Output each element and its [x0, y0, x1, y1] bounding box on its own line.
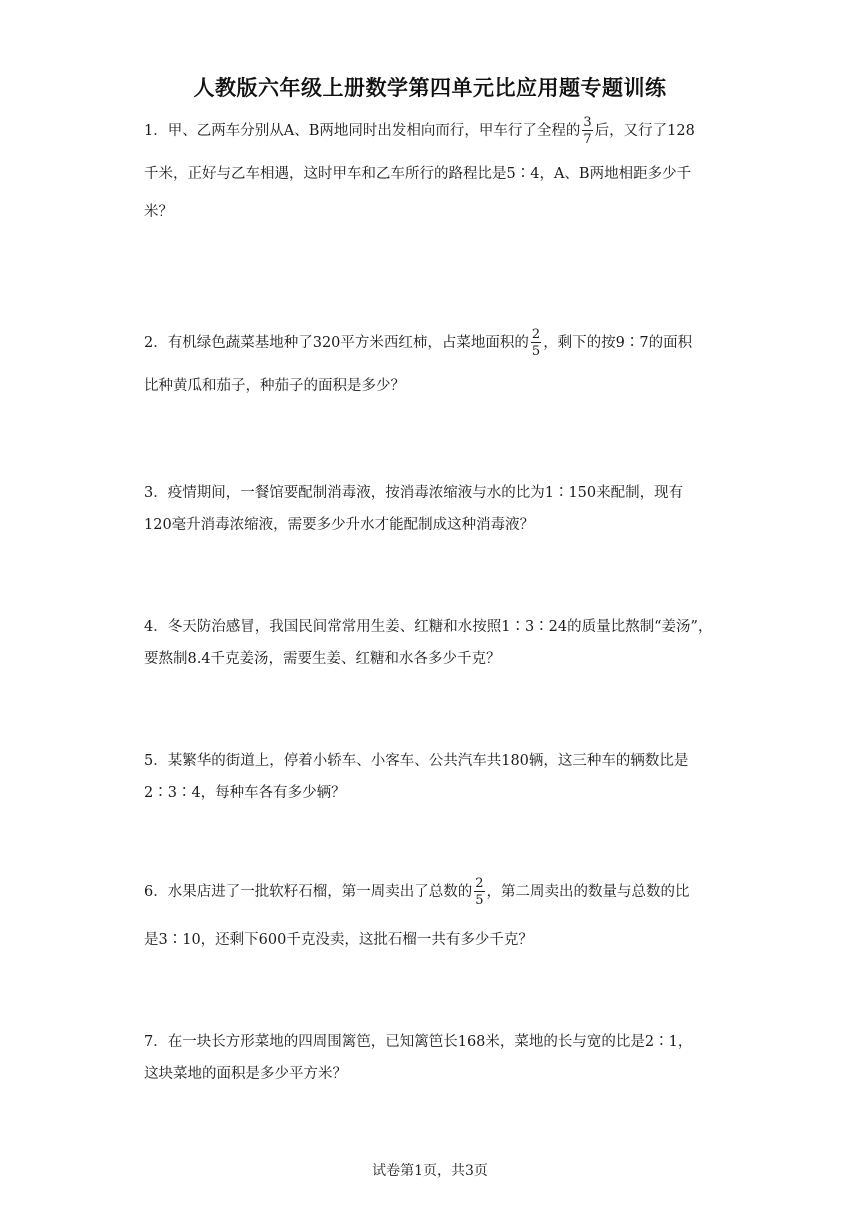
question-line: 5．某繁华的街道上，停着小轿车、小客车、公共汽车共180辆，这三种车的辆数比是	[144, 753, 689, 769]
fraction: $\frac{2}{5}$	[475, 876, 484, 908]
question-line: 要熬制8.4千克姜汤，需要生姜、红糖和水各多少千克？	[144, 651, 501, 667]
question-line: 比种黄瓜和茄子，种茄子的面积是多少？	[144, 378, 405, 394]
question-line: 2．有机绿色蔬菜基地种了320平方米西红柿，占菜地面积的 $\frac{2}{5}$ ，剩下的按9∶7的面积	[144, 327, 693, 359]
question-line: 3．疫情期间，一餐馆要配制消毒液，按消毒浓缩液与水的比为1∶150来配制，现有	[144, 485, 684, 501]
question-line: 1．甲、乙两车分别从A、B两地同时出发相向而行，甲车行了全程的 $\frac{3}{7}$ 后，又行了128	[144, 115, 695, 147]
question-line: 120毫升消毒浓缩液，需要多少升水才能配制成这种消毒液？	[144, 517, 535, 533]
question-line: 6．水果店进了一批软籽石榴，第一周卖出了总数的 $\frac{2}{5}$ ，第二周卖出的数量与总数的比	[144, 876, 690, 908]
question-line: 7．在一块长方形菜地的四周围篱笆，已知篱笆长168米，菜地的长与宽的比是2∶1，	[144, 1034, 693, 1050]
question-line: 4．冬天防治感冒，我国民间常常用生姜、红糖和水按照1∶3∶24的质量比熬制“姜汤”，	[144, 619, 713, 635]
question-line: 米？	[144, 204, 173, 220]
question-line: 千米，正好与乙车相遇，这时甲车和乙车所行的路程比是5∶4，A、B两地相距多少千	[144, 166, 692, 182]
question-line: 2∶3∶4，每种车各有多少辆？	[144, 785, 346, 801]
question-line: 是3∶10，还剩下600千克没卖，这批石榴一共有多少千克？	[144, 932, 533, 948]
question-line: 这块菜地的面积是多少平方米？	[144, 1066, 347, 1082]
fraction: $\frac{3}{7}$	[583, 115, 592, 147]
page-footer: 试卷第1页，共3页	[372, 1163, 488, 1179]
fraction: $\frac{2}{5}$	[531, 327, 541, 359]
page-title: 人教版六年级上册数学第四单元比应用题专题训练	[193, 76, 667, 100]
